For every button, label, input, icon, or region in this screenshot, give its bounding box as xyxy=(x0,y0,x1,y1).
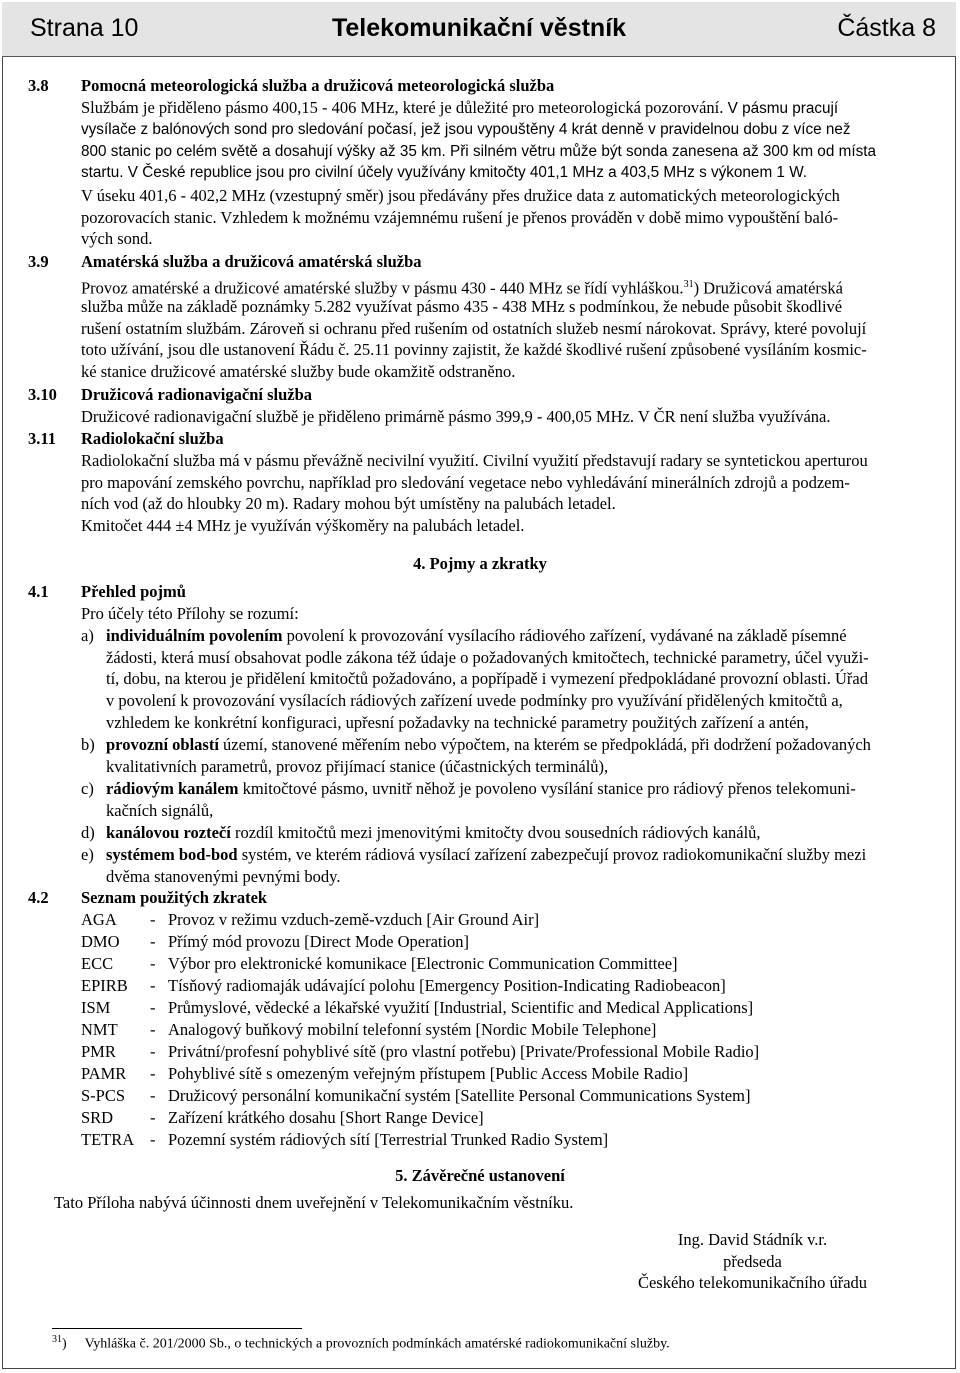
page-header xyxy=(2,2,956,57)
paragraph-line: Provoz amatérské a družicové amatérské služby v pásmu 430 - 440 MHz se řídí vyhláškou.$^{31}$) Družicová amatérská xyxy=(81,278,843,298)
section-title: Amatérská služba a družicová amatérská služba xyxy=(81,252,422,271)
paragraph-line: pozorovacích stanic. Vzhledem k možnému vzájemnému rušení je přenos prováděn v době mimo vypouštění baló- xyxy=(81,207,839,227)
dash: - xyxy=(150,910,156,929)
paragraph xyxy=(81,119,933,184)
definition-item: provozní oblastí území, stanovené měřením nebo výpočtem, na kterém se předpokládá, při dodržení požadovaných kvalitativních parametrů, provoz přijímací stanice (účastnických terminálů), xyxy=(106,734,934,777)
abbreviation-definition: Analogový buňkový mobilní telefonní systém [Nordic Mobile Telephone] xyxy=(168,1020,657,1039)
abbreviation-definition: Privátní/profesní pohyblivé sítě (pro vlastní potřebu) [Private/Professional Mobile Radio] xyxy=(168,1042,760,1061)
definition-item: systémem bod-bod systém, ve kterém rádiová vysílací zařízení zabezpečují provoz radiokomunikační služby mezi dvěma stanovenými pevnými body. xyxy=(106,844,934,887)
abbreviation-definition: Přímý mód provozu [Direct Mode Operation] xyxy=(168,932,470,951)
section-number: 4.2 xyxy=(28,888,49,907)
journal-title: Telekomunikační věstník xyxy=(331,14,627,42)
term: systémem bod-bod xyxy=(106,845,238,864)
paragraph-line: 800 stanic po celém světě a dosahují výšky až 35 km. Při silném větru může být sonda zanesena až 300 km od místa xyxy=(81,142,876,160)
abbreviation: PMR xyxy=(81,1042,116,1061)
paragraph-line: Družicové radionavigační službě je přiděleno primárně pásmo 399,9 - 400,05 MHz. V ČR není služba využívána. xyxy=(81,407,831,426)
paragraph-line: služba může na základě poznámky 5.282 využívat pásmo 435 - 438 MHz s podmínkou, že nebude působit škodlivé xyxy=(81,297,843,316)
paragraph-line: ních vod (až do hloubky 20 m). Radary mohou být umístěny na palubách letadel. xyxy=(81,494,616,514)
abbreviation: NMT xyxy=(81,1020,118,1039)
footnote-mark: 31 xyxy=(52,1334,62,1345)
chapter-title: 5. Závěrečné ustanovení xyxy=(395,1166,565,1185)
paragraph-line: V úseku 401,6 - 402,2 MHz (vzestupný směr) jsou předávány přes družice data z automatických meteorologických xyxy=(81,186,840,205)
abbreviation: TETRA xyxy=(81,1130,135,1149)
abbreviation-definition: Provoz v režimu vzduch-země-vzduch [Air Ground Air] xyxy=(168,910,540,929)
footnote: $^{31}$) Vyhláška č. 201/2000 Sb., o technických a provozních podmínkách amatérské radiokomunikační služby. xyxy=(52,1334,670,1352)
dash: - xyxy=(150,1042,156,1061)
list-marker: c) xyxy=(81,779,94,798)
dash: - xyxy=(150,976,156,995)
issue-number: Částka 8 xyxy=(837,14,936,42)
paragraph-line: vzhledem ke konkrétní konfiguraci, upřesní požadavky na technické parametry použitých zařízení a antén, xyxy=(106,712,809,732)
abbreviation: EPIRB xyxy=(81,976,128,995)
paragraph-line: dvěma stanovenými pevnými body. xyxy=(106,866,341,886)
dash: - xyxy=(150,1064,156,1083)
abbreviation: ECC xyxy=(81,954,114,973)
abbreviation-definition: Výbor pro elektronické komunikace [Electronic Communication Committee] xyxy=(168,954,678,973)
section-title: Přehled pojmů xyxy=(81,582,186,601)
paragraph-line: Službám je přiděleno pásmo 400,15 - 406 MHz, které je důležité pro meteorologická pozorování. V pásmu pracují xyxy=(81,98,839,117)
dash: - xyxy=(150,1108,156,1127)
abbreviation-definition: Pohyblivé sítě s omezeným veřejným přístupem [Public Access Mobile Radio] xyxy=(168,1064,689,1083)
abbreviation-definition: Průmyslové, vědecké a lékařské využití [Industrial, Scientific and Medical Applications] xyxy=(168,998,754,1017)
section-title: Pomocná meteorologická služba a družicová meteorologická služba xyxy=(81,76,555,95)
term: provozní oblastí xyxy=(106,735,219,754)
dash: - xyxy=(150,954,156,973)
chapter-title: 4. Pojmy a zkratky xyxy=(413,554,547,573)
abbreviation: AGA xyxy=(81,910,117,929)
definition-item: individuálním povolením povolení k provozování vysílacího rádiového zařízení, vydávané na základě písemné žádosti, která musí obsahovat podle zákona též údaje o požadovaných kmitočtech, technické parametry, účel využi- tí, dobu, na kterou je přidělení kmitočtů požadováno, a popřípadě i vymezení předpokládané provozní oblasti. Úřad v povolení k provozování vysílacích rádiových zařízení uvede podmínky pro využívání přidělených kmitočtů a, vzhledem ke konkrétní konfiguraci, upřesní požadavky na technické parametry použitých zařízení a antén, xyxy=(106,625,934,733)
signatory-organization: Českého telekomunikačního úřadu xyxy=(637,1273,868,1293)
term: rádiovým kanálem xyxy=(106,779,239,798)
abbreviation: S-PCS xyxy=(81,1086,126,1105)
paragraph-line: startu. V České republice jsou pro civilní účely využívány kmitočty 401,1 MHz a 403,5 MHz s výkonem 1 W. xyxy=(81,164,808,182)
abbreviation-definition: Pozemní systém rádiových sítí [Terrestrial Trunked Radio System] xyxy=(168,1130,609,1149)
dash: - xyxy=(150,998,156,1017)
paragraph-line: toto užívání, jsou dle ustanovení Řádu č. 25.11 povinny zajistit, že každé škodlivé rušení způsobené vysíláním kosmic- xyxy=(81,340,867,360)
paragraph-line: žádosti, která musí obsahovat podle zákona též údaje o požadovaných kmitočtech, technické parametry, účel využi- xyxy=(106,647,869,667)
dash: - xyxy=(150,1086,156,1105)
footnote-separator xyxy=(52,1328,302,1329)
paragraph-line: Radiolokační služba má v pásmu převážně necivilní využití. Civilní využití představují radary se syntetickou aperturou xyxy=(81,451,868,470)
section-number: 3.9 xyxy=(28,252,49,271)
paragraph-line: tí, dobu, na kterou je přidělení kmitočtů požadováno, a popřípadě i vymezení předpokládané provozní oblasti. Úřad xyxy=(106,669,868,689)
paragraph-line: rušení ostatním službám. Zároveň si ochranu před rušením od ostatních služeb nesmí nárokovat. Správy, které povolují xyxy=(81,318,867,338)
section-number: 4.1 xyxy=(28,582,49,601)
list-marker: d) xyxy=(81,823,95,842)
paragraph-line: kvalitativních parametrů, provoz přijímací stanice (účastnických terminálů), xyxy=(106,756,609,776)
paragraph-line: vých sond. xyxy=(81,229,153,249)
paragraph xyxy=(81,185,933,250)
section-number: 3.11 xyxy=(28,429,56,448)
footnote-ref: 31 xyxy=(683,279,694,290)
abbreviation: DMO xyxy=(81,932,120,951)
abbreviation-definition: Zařízení krátkého dosahu [Short Range Device] xyxy=(168,1108,484,1127)
paragraph-line: Kmitočet 444 ±4 MHz je využíván výškoměry na palubách letadel. xyxy=(81,516,525,535)
paragraph-line: ké stanice družicové amatérské služby bude okamžitě odstraněno. xyxy=(81,362,516,382)
abbreviation-definition: Tísňový radiomaják udávající polohu [Emergency Position-Indicating Radiobeacon] xyxy=(168,976,726,995)
signatory-role: předseda xyxy=(723,1251,782,1271)
abbreviation: SRD xyxy=(81,1108,114,1127)
dash: - xyxy=(150,932,156,951)
footnote-text: Vyhláška č. 201/2000 Sb., o technických a provozních podmínkách amatérské radiokomunikační služby. xyxy=(84,1336,670,1352)
list-marker: a) xyxy=(81,626,94,645)
signature-block xyxy=(600,1229,905,1294)
section-number: 3.8 xyxy=(28,76,49,95)
paragraph xyxy=(81,450,933,515)
section-number: 3.10 xyxy=(28,385,57,404)
page-number: Strana 10 xyxy=(30,14,139,42)
paragraph-line: Pro účely této Přílohy se rozumí: xyxy=(81,604,299,623)
dash: - xyxy=(150,1020,156,1039)
signatory-name: Ing. David Stádník v.r. xyxy=(677,1230,828,1249)
abbreviation: ISM xyxy=(81,998,111,1017)
definition-item: rádiovým kanálem kmitočtové pásmo, uvnitř něhož je povoleno vysílání stanice pro rádiový přenos telekomuni- kačních signálů, xyxy=(106,778,934,821)
paragraph xyxy=(81,296,933,383)
paragraph-line: pro mapování zemského povrchu, například pro sledování vegetace nebo vyhledávání minerálních zdrojů a podzem- xyxy=(81,472,850,492)
section-title: Seznam použitých zkratek xyxy=(81,888,268,907)
term: kanálovou roztečí xyxy=(106,823,231,842)
list-marker: b) xyxy=(81,735,95,754)
paragraph-line: vysílače z balónových sond pro sledování počasí, jež jsou vypouštěny 4 krát denně v pravidelnou dobu z více než xyxy=(81,121,851,138)
section-title: Radiolokační služba xyxy=(81,429,224,448)
paragraph-line: v povolení k provozování vysílacích rádiových zařízení uvede podmínky pro využívání přidělených kmitočtů a, xyxy=(106,691,843,711)
section-title: Družicová radionavigační služba xyxy=(81,385,313,404)
definition-item: kanálovou roztečí rozdíl kmitočtů mezi jmenovitými kmitočty dvou sousedních rádiových kanálů, xyxy=(106,823,761,842)
term: individuálním povolením xyxy=(106,626,283,645)
abbreviation-definition: Družicový personální komunikační systém [Satellite Personal Communications System] xyxy=(168,1086,751,1105)
paragraph-line: kačních signálů, xyxy=(106,800,214,820)
paragraph-line: Tato Příloha nabývá účinnosti dnem uveřejnění v Telekomunikačním věstníku. xyxy=(54,1193,574,1212)
abbreviation: PAMR xyxy=(81,1064,127,1083)
list-marker: e) xyxy=(81,845,94,864)
dash: - xyxy=(150,1130,156,1149)
